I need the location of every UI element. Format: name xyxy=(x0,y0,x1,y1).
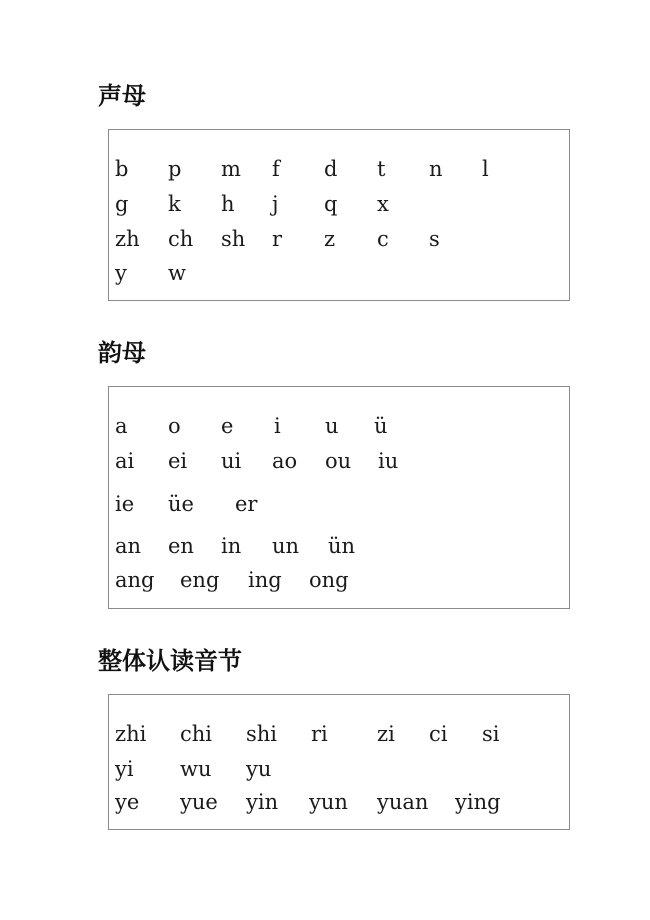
pinyin-item: r xyxy=(272,227,283,251)
section-title-whole-syllables: 整体认读音节 xyxy=(98,647,242,675)
finals-row xyxy=(109,447,569,475)
section-title-finals: 韵母 xyxy=(98,339,146,367)
pinyin-item: g xyxy=(115,192,129,216)
pinyin-item: d xyxy=(324,157,338,181)
pinyin-item: yu xyxy=(246,757,272,781)
pinyin-item: wu xyxy=(180,757,212,781)
pinyin-item: n xyxy=(429,157,443,181)
pinyin-item: i xyxy=(274,414,281,438)
pinyin-item: üe xyxy=(168,492,194,516)
pinyin-item: b xyxy=(115,157,129,181)
finals-row xyxy=(109,532,569,560)
pinyin-item: h xyxy=(221,192,235,216)
whole-syllables-box xyxy=(108,694,570,830)
pinyin-item: ying xyxy=(455,790,501,814)
pinyin-item: ch xyxy=(168,227,194,251)
pinyin-item: yin xyxy=(246,790,279,814)
pinyin-item: un xyxy=(272,534,300,558)
pinyin-item: u xyxy=(325,414,339,438)
finals-row xyxy=(109,566,569,594)
pinyin-item: p xyxy=(168,157,182,181)
pinyin-item: ün xyxy=(328,534,356,558)
section-title-initials: 声母 xyxy=(98,82,146,110)
pinyin-item: e xyxy=(221,414,234,438)
pinyin-item: s xyxy=(429,227,440,251)
pinyin-item: yun xyxy=(309,790,348,814)
pinyin-item: x xyxy=(377,192,389,216)
pinyin-item: ou xyxy=(325,449,352,473)
pinyin-item: ui xyxy=(221,449,242,473)
pinyin-item: er xyxy=(235,492,258,516)
pinyin-item: ei xyxy=(168,449,188,473)
pinyin-item: w xyxy=(168,261,186,285)
whole-syllables-row xyxy=(109,720,569,748)
pinyin-item: en xyxy=(168,534,194,558)
pinyin-item: o xyxy=(168,414,181,438)
pinyin-item: iu xyxy=(378,449,399,473)
initials-row xyxy=(109,155,569,183)
pinyin-item: ong xyxy=(309,568,349,592)
pinyin-item: ie xyxy=(115,492,135,516)
pinyin-item: k xyxy=(168,192,181,216)
initials-row xyxy=(109,225,569,253)
finals-row xyxy=(109,412,569,440)
pinyin-item: ü xyxy=(374,414,388,438)
pinyin-item: ao xyxy=(272,449,298,473)
pinyin-item: yue xyxy=(180,790,218,814)
pinyin-item: z xyxy=(324,227,336,251)
pinyin-item: zhi xyxy=(115,722,147,746)
whole-syllables-row xyxy=(109,788,569,816)
pinyin-item: chi xyxy=(180,722,213,746)
pinyin-item: in xyxy=(221,534,242,558)
pinyin-item: si xyxy=(482,722,500,746)
pinyin-item: a xyxy=(115,414,128,438)
pinyin-item: sh xyxy=(221,227,246,251)
initials-row xyxy=(109,259,569,287)
pinyin-item: m xyxy=(221,157,241,181)
initials-row xyxy=(109,190,569,218)
initials-box xyxy=(108,129,570,301)
pinyin-item: ing xyxy=(248,568,282,592)
pinyin-item: l xyxy=(482,157,489,181)
pinyin-item: yi xyxy=(115,757,134,781)
pinyin-item: f xyxy=(272,157,280,181)
pinyin-item: q xyxy=(324,192,338,216)
pinyin-item: zh xyxy=(115,227,140,251)
pinyin-item: t xyxy=(377,157,386,181)
pinyin-item: zi xyxy=(377,722,395,746)
pinyin-item: j xyxy=(272,192,279,216)
pinyin-item: an xyxy=(115,534,142,558)
pinyin-item: ci xyxy=(429,722,448,746)
pinyin-item: ri xyxy=(311,722,328,746)
pinyin-item: y xyxy=(115,261,127,285)
pinyin-item: shi xyxy=(246,722,278,746)
finals-box xyxy=(108,386,570,609)
whole-syllables-row xyxy=(109,755,569,783)
pinyin-item: ye xyxy=(115,790,140,814)
finals-row xyxy=(109,490,569,518)
pinyin-item: yuan xyxy=(377,790,429,814)
pinyin-item: ang xyxy=(115,568,155,592)
pinyin-item: eng xyxy=(180,568,220,592)
pinyin-item: ai xyxy=(115,449,135,473)
pinyin-item: c xyxy=(377,227,389,251)
